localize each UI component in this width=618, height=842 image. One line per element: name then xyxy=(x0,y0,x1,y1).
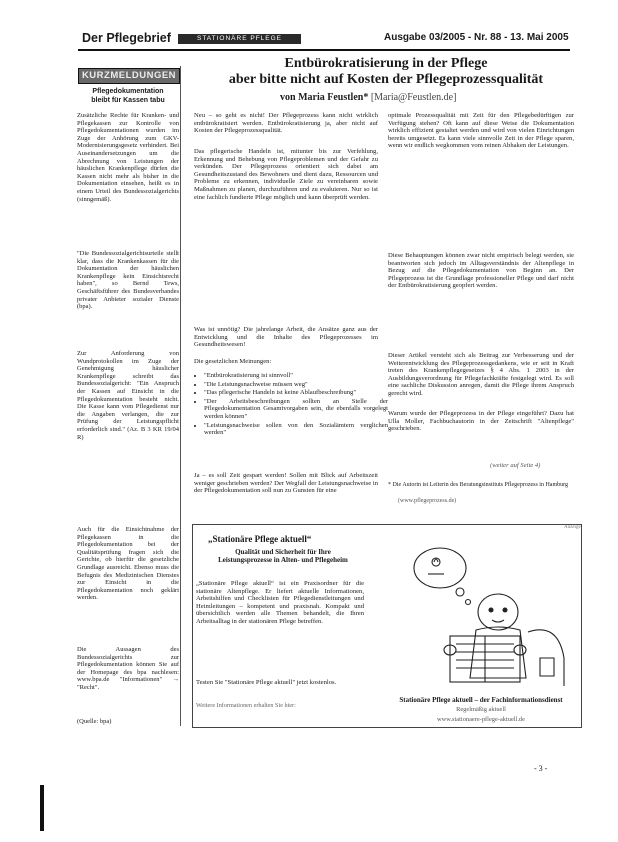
list-item: • "Der Arbeitsbeschreibungen sollten an Stelle der Pflegedokumentation Gesamtvorgaben sein, die ebenfalls vorgelegt werden können" xyxy=(204,398,388,421)
header-rule xyxy=(78,49,570,51)
left-paragraph-2: "Die Bundessozialgerichtsurteile stellt klar, dass die Krankenkassen für die Dokumentation der häuslichen Krankenpflege kein Einsichtsrecht haben", so Bernd Tews, Geschäftsführer des Bundesverbandes privater Anbieter sozialer Dienste (bpa). xyxy=(77,250,179,311)
left-paragraph-4: Auch für die Einsichtnahme der Pflegekassen in die Pflegedokumentation bei der Qualitätsprüfung fragen sich die Gerichte, ob hierfür die gesetzliche Grundlage ausreicht. Ebenso muss die Befugnis des Medizinischen Dienstes zur Einsicht in die Pflegedokumentation noch geklärt werden. xyxy=(77,526,179,602)
article-paragraph-3: Ja – es soll Zeit gespart werden! Sollen mit Blick auf Arbeitszeit weniger geschrieben werden? Der Wegfall der Leistungsnachweise in der Pflegedokumentation soll nun zu Gunsten für eine xyxy=(194,472,378,495)
promo-title: „Stationäre Pflege aktuell“ xyxy=(208,534,312,544)
list-item: • "Die Leistungsnachweise müssen weg" xyxy=(204,381,388,389)
promo-more-info: Weitere Informationen erhalten Sie hier: xyxy=(196,702,296,709)
reading-figure-illustration xyxy=(388,540,574,690)
article-right-paragraph-2: Diese Behauptungen können zwar nicht empirisch belegt werden, sie beantworten sich jedoch im Alltagsverständnis der Altenpflege in Bezug auf die Pflegedokumentation von Beginn an. Der Pflegeprozess ist die Grundlage professioneller Pflege und darf nicht der Entbürokratisierung geopfert werden. xyxy=(388,252,574,290)
continued-note: (weiter auf Seite 4) xyxy=(490,462,541,469)
footnote-link[interactable]: (www.pflegeprozess.de) xyxy=(398,498,457,504)
list-item: • "Das pflegerische Handeln ist keine Ablaufbeschreibung" xyxy=(204,389,388,397)
scan-margin-bar xyxy=(40,785,44,831)
thought-bubble xyxy=(414,548,466,588)
publisher-logo: STATIONÄRE PFLEGE xyxy=(178,34,301,44)
article-right-paragraph-4: Warum wurde der Pflegeprozess in der Pflege eingeführt? Dazu hat Ulla Moller, Fachbuchautorin in der Zeitschrift "Altenpflege" geschrieben. xyxy=(388,410,574,433)
promo-contact: Regelmäßig aktuell xyxy=(456,706,506,713)
list-item: • "Entbürokratisierung ist sinnvoll" xyxy=(204,372,388,380)
left-paragraph-3: Zur Anforderung von Wundprotokollen im Zuge der Genehmigung häuslicher Krankenpflege schreibt das Bundessozialgericht: "Ein Anspruch der Kassen auf Einsicht in die Pflegedokumentation besteht nicht. Die Kasse kann vom Pflegedienst nur die Angaben verlangen, die zur Prüfung der Leistungspflicht erforderlich sind." (Az. B 3 KR 19/04 R) xyxy=(77,350,179,441)
ad-label: Anzeige xyxy=(564,525,581,530)
issue-line: Ausgabe 03/2005 - Nr. 88 - 13. Mai 2005 xyxy=(384,32,569,43)
author-email[interactable]: [Maria@Feustlen.de] xyxy=(370,92,457,103)
byline xyxy=(280,92,456,103)
newsletter-brand: Der Pflegebrief xyxy=(82,31,171,45)
article-intro: Neu – so geht es nicht! Der Pflegeprozess kann nicht wirklich entbürokratisiert werden. Entbürokratisierung ja, aber nicht auf Kosten der Pflegeprozessqualität. xyxy=(194,112,378,135)
section-label: KURZMELDUNGEN xyxy=(78,68,180,84)
left-paragraph-5: Die Aussagen des Bundessozialgerichts zur Pflegedokumentation können Sie auf der Homepage des bpa nachlesen: www.bpa.de "Informationen" → "Recht". xyxy=(77,646,179,691)
promo-url-link[interactable]: www.stationaere-pflege-aktuell.de xyxy=(437,716,525,723)
article-right-paragraph-1: optimale Prozessqualität mit Zeit für den Pflegebedürftigen zur Verfügung stehen? Oft kann auf diese Weise die Dokumentation wirklich effizient gestaltet werden und wird von vielen Einrichtungen bereits umgesetzt. Es kann viele sinnvolle Zeit in der Pflege sparen, wenn wir endlich wegkommen vom reinen Abhaken der Leistungen. xyxy=(388,112,574,150)
article-right-paragraph-3: Dieser Artikel versteht sich als Beitrag zur Verbesserung und der Weiterentwicklung des Pflegeprozessgedankens, wie er seit in Kraft treten des Krankenpflegegesetzes § 4 Abs. 1 2003 in der Ausbildungsverordnung für Pflegefachkräfte festgelegt wird. Es soll eine sachliche Diskussion anregen, damit die Pflege ihrem Anspruch gerecht wird. xyxy=(388,352,574,397)
byline-prefix: von xyxy=(280,92,296,103)
article-paragraph-2: Was ist unnötig? Die jahrelange Arbeit, die Ansätze ganz aus der Entwicklung und die Inhalte des Pflegeprozesses im Gesundheitswesen! xyxy=(194,326,378,349)
promo-body: „Stationäre Pflege aktuell“ ist ein Praxisordner für die stationäre Altenpflege. Er liefert aktuelle Informationen, Arbeitshilfen und Checklisten für Pflegedienstleitungen und Heimleitungen – kompetent und praxisnah. Kompakt und übersichtlich werden alle Themen behandelt, die Ihren Arbeitsalltag in der stationären Pflege betreffen. xyxy=(196,580,364,625)
promo-caption: Stationäre Pflege aktuell – der Fachinformationsdienst xyxy=(399,696,563,704)
column-rule xyxy=(180,66,181,726)
left-headline-2: bleibt für Kassen tabu xyxy=(91,97,165,104)
author-name: Maria Feustlen* xyxy=(298,92,369,103)
list-item: • "Leistungsnachweise sollen von den Sozialämtern verglichen werden" xyxy=(204,422,388,437)
left-headline-1: Pflegedokumentation xyxy=(92,88,164,95)
promo-subtitle: Qualität und Sicherheit für Ihre Leistungsprozesse in Alten- und Pflegeheim xyxy=(218,548,348,564)
left-paragraph-1: Zusätzliche Rechte für Kranken- und Pflegekassen zur Kontrolle von Pflegedokumentationen wurden im Zuge der Anhörung zum GKV-Modernisierungsgesetz verhindert. Bei Auseinandersetzungen um die Abrechnung von Leistungen der häuslichen Krankenpflege dürfen die Kassen nicht mehr als bisher in die Dokumentation einsehen, heißt es in einem Urteil des Bundessozialgerichts (sinngemäß). xyxy=(77,112,179,203)
author-footnote: * Die Autorin ist Leiterin des Beratungsinstituts Pflegeprozess in Hamburg xyxy=(388,482,569,488)
left-source: (Quelle: bpa) xyxy=(77,718,112,725)
article-title-line-1: Entbürokratisierung in der Pflege xyxy=(284,56,488,71)
figure-head xyxy=(478,594,518,630)
article-list-intro: Die gesetzlichen Meinungen: xyxy=(194,358,272,365)
page-number: - 3 - xyxy=(534,764,548,773)
promo-call-to-action: Testen Sie "Stationäre Pflege aktuell" jetzt kostenlos. xyxy=(196,679,337,686)
article-paragraph-1: Das pflegerische Handeln ist, mitunter bis zur Verfehlung, Erkennung und Behebung von Pflegeproblemen und der Gefahr zu verkünden. Der Pflegeprozess orientiert sich dabei am Gesundheitszustand des Bewohners und dient dazu, Ressourcen und Probleme zu erkennen, individuelle Ziele zu vereinbaren sowie Maßnahmen zu planen, durchzuführen und zu evaluieren. Nur so ist eine fachlich fundierte Pflege möglich und kann überprüft werden. xyxy=(194,148,378,201)
article-title-line-2: aber bitte nicht auf Kosten der Pflegeprozessqualität xyxy=(228,72,544,87)
opinion-list xyxy=(194,372,388,462)
